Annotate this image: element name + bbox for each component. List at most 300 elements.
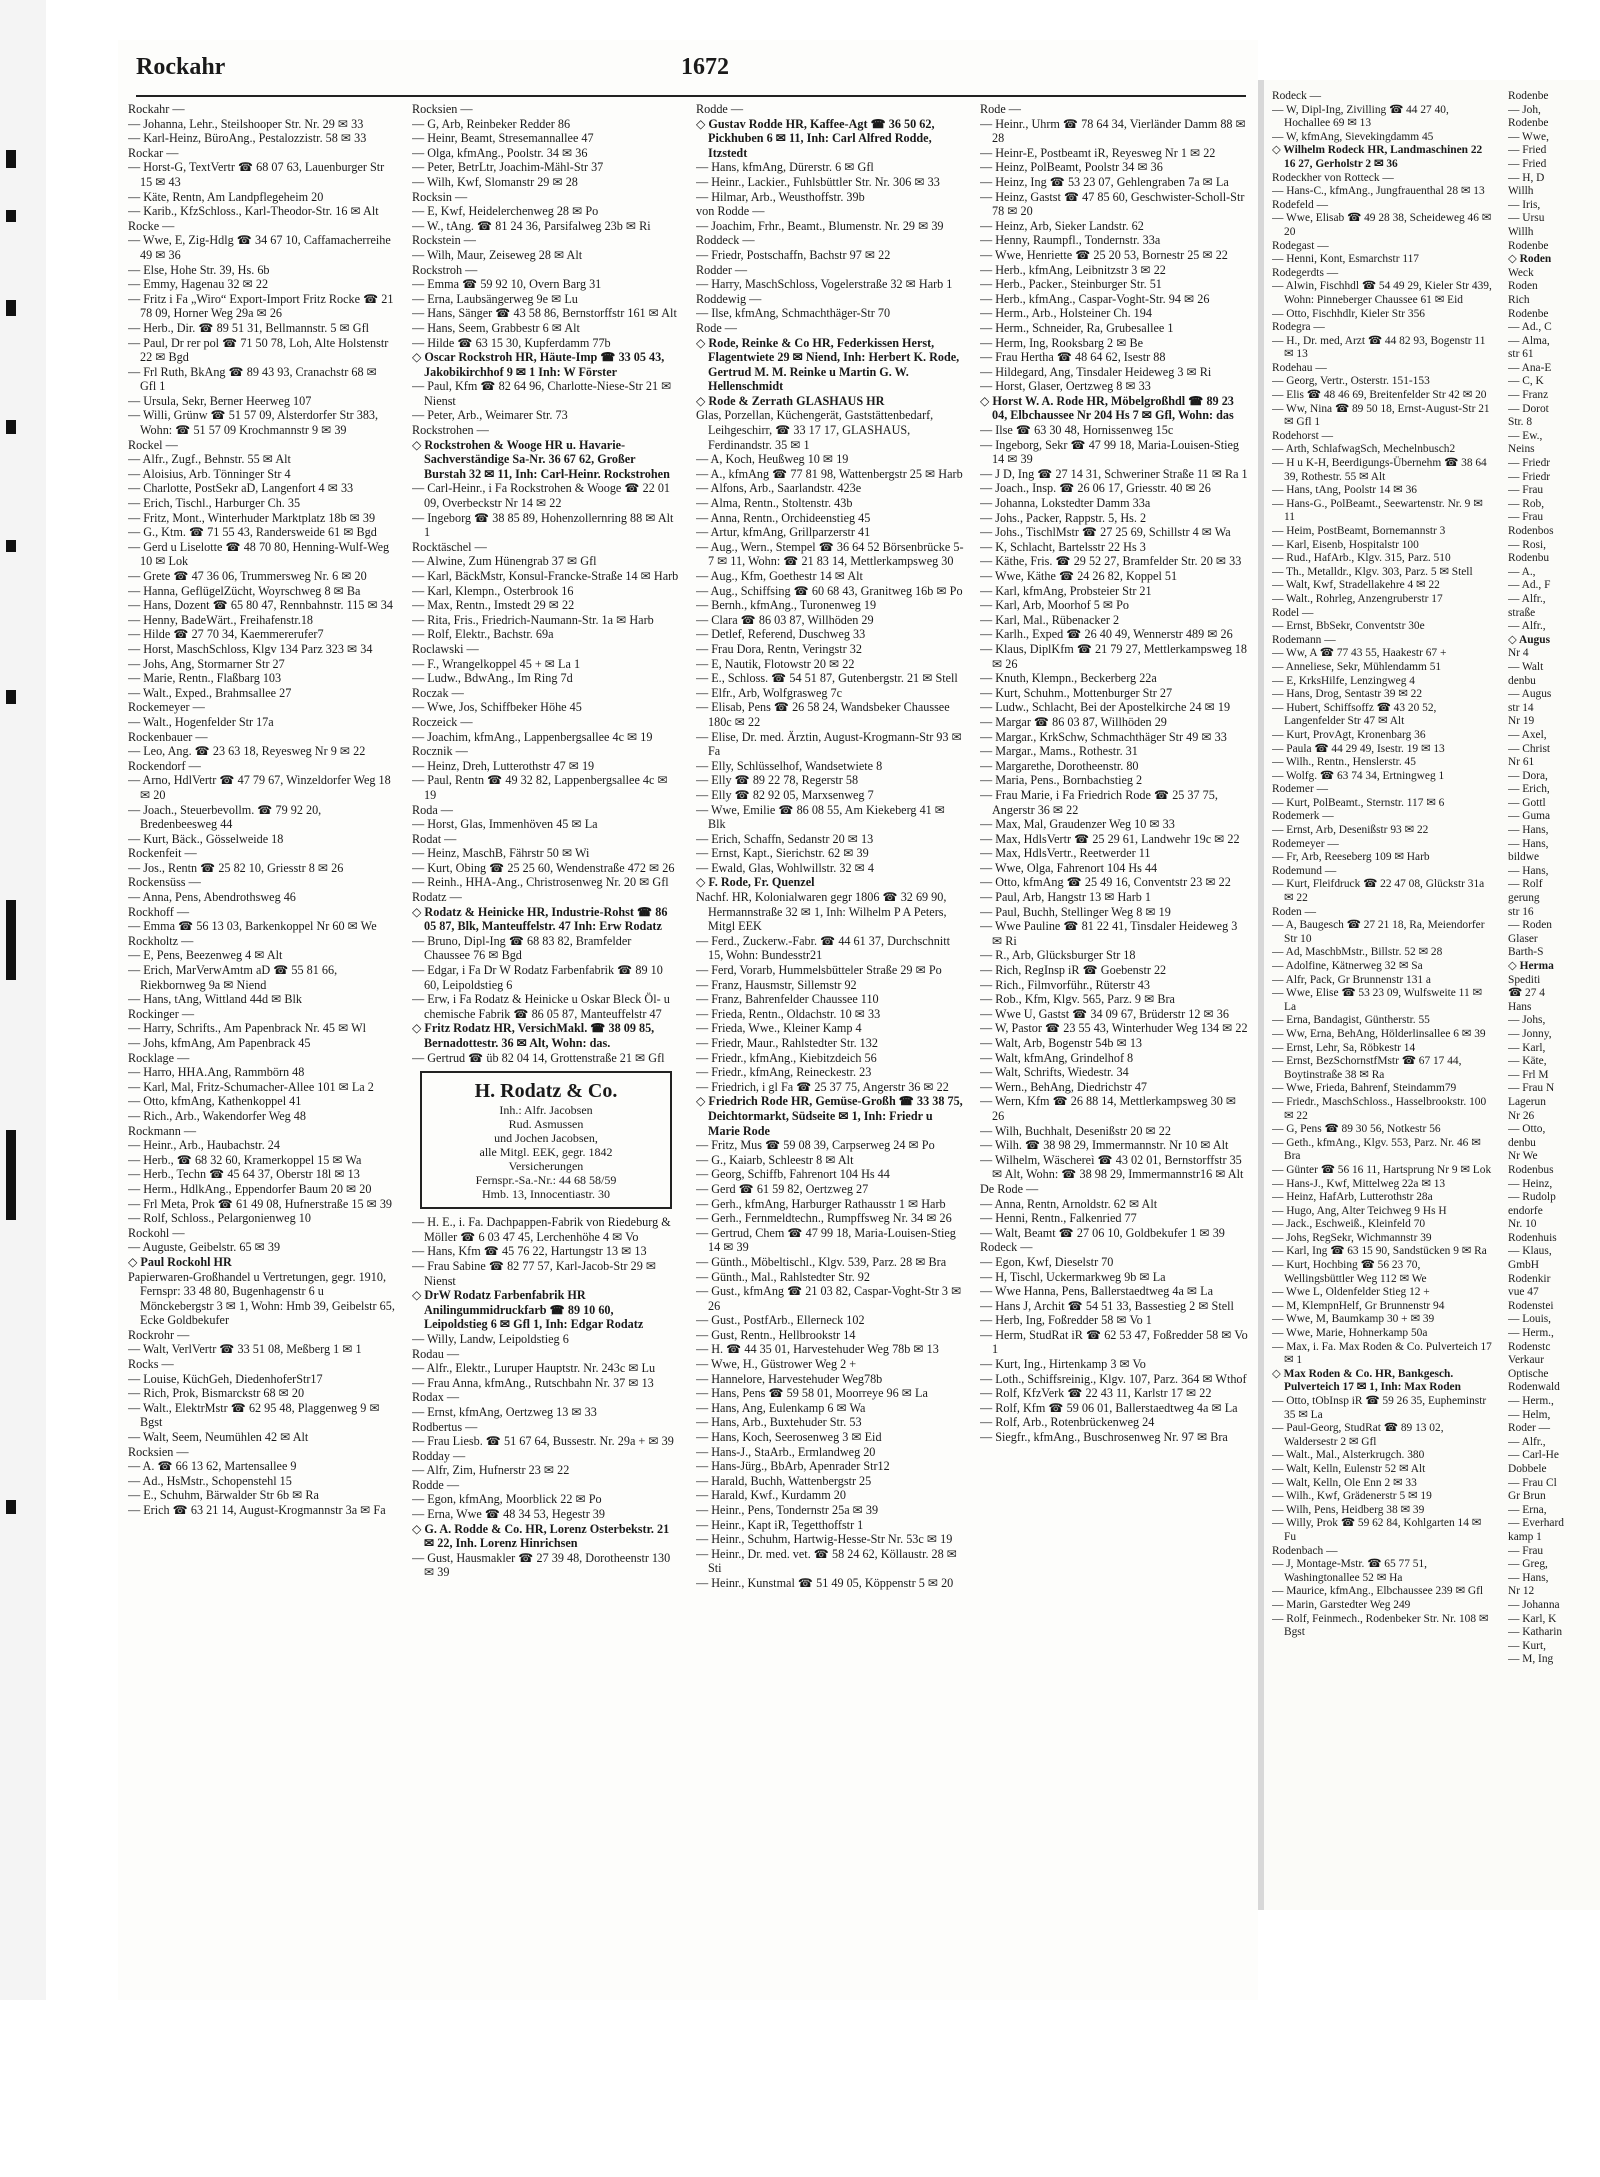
directory-entry: Rodday — (412, 1448, 466, 1463)
directory-entry: — Wilh, Kwf, Slomanstr 29 ✉ 28 (412, 174, 578, 189)
directory-entry: — Hans-G., PolBeamt., Seewartenstr. Nr. 9 ✉ 11 (1272, 497, 1483, 524)
directory-entry: — Ilse ☎ 63 30 48, Hornissenweg 15c (980, 423, 1174, 438)
directory-entry: — Adolfine, Kätnerweg 32 ✉ Sa (1272, 960, 1423, 972)
directory-entry: Roddeck — (696, 233, 755, 248)
directory-entry: — Hugo, Ang, Alter Teichweg 9 Hs H (1272, 1204, 1447, 1217)
directory-entry: ◇ Paul Rockohl HR (128, 1254, 232, 1269)
directory-entry: — Hans, (1508, 824, 1549, 837)
directory-entry: — E, Kwf, Heidelerchenweg 28 ✉ Po (412, 204, 599, 219)
directory-entry: — Frau Anna, kfmAng., Rutschbahn Nr. 37 ✉ 13 (412, 1375, 654, 1390)
directory-entry: — Rolf, Arb., Rotenbrückenweg 24 (980, 1415, 1155, 1430)
directory-entry: — Else, Hohe Str. 39, Hs. 6b (128, 262, 270, 277)
directory-entry: — Wern., BehAng, Diedrichstr 47 (980, 1079, 1148, 1094)
directory-entry: — Iris, (1508, 198, 1541, 211)
ad-line: Inh.: Alfr. Jacobsen (499, 1103, 593, 1118)
directory-entry: — Henni, Rentn., Falkenried 77 (980, 1211, 1137, 1226)
directory-entry: — Kurt, Obing ☎ 25 25 60, Wendenstraße 472 ✉ 26 (412, 860, 675, 875)
directory-entry: Rockstein — (412, 233, 476, 248)
directory-entry: — Wwe, E, Zig-Hdlg ☎ 34 67 10, Caffamacherreihe 49 ✉ 36 (128, 233, 391, 262)
directory-entry: str 61 (1508, 348, 1534, 361)
directory-entry: — A., kfmAng ☎ 77 81 98, Wattenbergstr 25 ✉ Harb (696, 466, 963, 481)
directory-entry: — Max, Mal, Graudenzer Weg 10 ✉ 33 (980, 817, 1175, 832)
directory-entry: Rodenbach — (1272, 1544, 1338, 1557)
directory-entry: Rocktäschel — (412, 539, 487, 554)
entry-columns (128, 102, 1258, 2002)
directory-entry: — Aug., Schiffsing ☎ 60 68 43, Granitweg 16b ✉ Po (696, 583, 963, 598)
directory-entry: Rodeck — (980, 1240, 1033, 1255)
directory-entry: — Herb., kfmAng, Leibnitzstr 3 ✉ 22 (980, 262, 1166, 277)
directory-entry: Rocksin — (412, 189, 468, 204)
directory-entry: — Herb., Techn ☎ 45 64 37, Oberstr 18l ✉ 13 (128, 1167, 360, 1182)
facing-column-2 (1508, 90, 1600, 1890)
directory-entry: — Paul, Rentn ☎ 49 32 82, Lappenbergsallee 4c ✉ 19 (412, 773, 668, 802)
directory-entry: Nr 26 (1508, 1109, 1535, 1122)
directory-entry: Rodemann — (1272, 633, 1336, 646)
directory-entry: — Horst, MaschSchloss, Klgv 134 Parz 323 ✉ 34 (128, 641, 373, 656)
directory-entry: — Franz, Bahrenfelder Chaussee 110 (696, 992, 879, 1007)
directory-entry: — Erich, Tischl., Harburger Ch. 35 (128, 496, 301, 511)
directory-entry: — Walt, Kwf, Stradellakehre 4 ✉ 22 (1272, 579, 1440, 592)
directory-entry: — Everhard (1508, 1517, 1564, 1530)
directory-entry: — Wwe, (1508, 130, 1549, 143)
scan-mark (6, 540, 16, 552)
directory-entry: Rockenfeit — (128, 846, 197, 861)
directory-entry: — Joachim, Frhr., Beamt., Blumenstr. Nr. 29 ✉ 39 (696, 218, 944, 233)
directory-entry: — Johs, kfmAng, Am Papenbrack 45 (128, 1036, 311, 1050)
directory-entry: — Ewald, Glas, Wohlwillstr. 32 ✉ 4 (696, 860, 874, 875)
directory-entry: — Hans, Arb., Buxtehuder Str. 53 (696, 1415, 862, 1430)
directory-entry: — Alfr., (1508, 592, 1546, 605)
directory-entry: — Ad, MaschbMstr., Billstr. 52 ✉ 28 (1272, 946, 1443, 959)
directory-entry: Rodegra — (1272, 321, 1325, 334)
directory-entry: — Karib., KfzSchloss., Karl-Theodor-Str. 16 ✉ Alt (128, 204, 379, 219)
directory-entry: — Erw, i Fa Rodatz & Heinicke u Oskar Bleck Öl- u chemische Fabrik ☎ 86 05 87, Manteuffelstr 47 (412, 992, 670, 1021)
directory-entry: — Ww, Nina ☎ 89 50 18, Ernst-August-Str 21 ✉ Gfl 1 (1272, 402, 1490, 429)
directory-entry: Rodenbe (1508, 90, 1549, 102)
ad-line: Hmb. 13, Innocentiastr. 30 (482, 1187, 610, 1202)
directory-entry: — H. E., i. Fa. Dachpappen-Fabrik von Riedeburg & Möller ☎ 6 03 47 45, Lerchenhöhe 4 ✉ Vo (412, 1215, 671, 1244)
directory-entry: Rodeck — (1272, 90, 1322, 102)
directory-entry: — Hans, Drog, Sentastr 39 ✉ 22 (1272, 688, 1423, 701)
directory-entry: — Paul, Arb, Hangstr 13 ✉ Harb 1 (980, 890, 1151, 905)
directory-entry: — Heinz, MaschB, Fährstr 50 ✉ Wi (412, 846, 590, 861)
scan-mark (6, 150, 16, 168)
directory-entry: Rocks — (128, 1357, 174, 1372)
directory-entry: Nr 12 (1508, 1585, 1535, 1598)
directory-entry: — Hans-Jürg., BbArb, Apenrader Str12 (696, 1459, 890, 1474)
directory-entry: — Artur, kfmAng, Grillparzerstr 41 (696, 525, 871, 540)
directory-entry: — Hans, tAng, Wittland 44d ✉ Blk (128, 992, 303, 1007)
directory-entry: — Friedr (1508, 457, 1551, 470)
directory-entry: denbu (1508, 674, 1536, 687)
directory-entry: Rodenbus (1508, 1163, 1554, 1176)
directory-entry: — Willy, Prok ☎ 59 62 84, Kohlgarten 14 ✉ Fu (1272, 1517, 1482, 1543)
directory-entry: — Klaus, (1508, 1245, 1552, 1258)
directory-entry: — Egon, kfmAng, Moorblick 22 ✉ Po (412, 1492, 602, 1507)
directory-entry: — Anna, Pens, Abendrothsweg 46 (128, 890, 296, 905)
directory-entry: — Ingeborg ☎ 38 85 89, Hohenzollernring 88 ✉ Alt 1 (412, 510, 674, 540)
directory-entry: — Joh, (1508, 103, 1541, 116)
directory-entry: — Hilde ☎ 63 15 30, Kupferdamm 77b (412, 335, 611, 350)
directory-entry: — Alfons, Arb., Saarlandstr. 423e (696, 481, 862, 496)
directory-entry: — Elisab, Pens ☎ 26 58 24, Wandsbeker Chaussee 180c ✉ 22 (696, 700, 950, 729)
directory-entry: Rodenkir (1508, 1272, 1551, 1285)
directory-entry: — Käte, Rentn, Am Landpflegeheim 20 (128, 189, 324, 204)
directory-entry: Roder — (1508, 1422, 1551, 1435)
directory-entry: ◇ Rockstrohen & Wooge HR u. Havarie-Sachverständige Sa-Nr. 36 67 62, Großer Burstah 32 ✉ 11, Inh: Carl-Heinr. Rockstrohen (412, 437, 670, 481)
directory-entry: — Käte, (1508, 1055, 1547, 1068)
directory-entry: — Heinz, PolBeamt, Poolstr 34 ✉ 36 (980, 160, 1163, 175)
directory-entry: — Kurt, Schuhm., Mottenburger Str 27 (980, 685, 1173, 700)
directory-entry: — Fried (1508, 157, 1547, 170)
directory-entry: — Ursula, Sekr, Berner Heerweg 107 (128, 393, 312, 408)
directory-entry: Rockstrohen — (412, 423, 489, 438)
directory-entry: Rodenhuis (1508, 1231, 1557, 1244)
directory-entry: — Rolf, Feinmech., Rodenbeker Str. Nr. 108 ✉ Bgst (1272, 1612, 1489, 1639)
directory-entry: — Erna, Bandagist, Güntherstr. 55 (1272, 1014, 1430, 1027)
directory-entry: — Hildegard, Ang, Tinsdaler Heideweg 3 ✉ Ri (980, 364, 1212, 379)
directory-entry: — Walt, Beamt ☎ 27 06 10, Goldbekufer 1 ✉ 39 (980, 1225, 1225, 1240)
scan-mark (6, 420, 16, 434)
directory-entry: — Erna, Laubsängerweg 9e ✉ Lu (412, 291, 578, 306)
directory-entry: — Rita, Fris., Friedrich-Naumann-Str. 1a ✉ Harb (412, 612, 654, 627)
directory-entry: — Otto, (1508, 1123, 1546, 1136)
running-head: Rockahr (136, 54, 226, 80)
directory-entry: — F., Wrangelkoppel 45 + ✉ La 1 (412, 656, 581, 671)
directory-entry: — Paul, Dr rer pol ☎ 71 50 78, Loh, Alte Holstenstr 22 ✉ Bgd (128, 335, 389, 365)
directory-entry: — Fritz, Mus ☎ 59 08 39, Carpserweg 24 ✉ Po (696, 1138, 935, 1153)
directory-entry: — Heinr, Beamt, Stresemannallee 47 (412, 131, 594, 146)
directory-entry: — Johs, RegSekr, Wichmannstr 39 (1272, 1231, 1432, 1244)
directory-entry: — Frieda, Wwe., Kleiner Kamp 4 (696, 1021, 862, 1036)
directory-entry: — Herb., Packer., Steinburger Str. 51 (980, 277, 1162, 292)
directory-entry: — Karl, Mal., Rübenacker 2 (980, 612, 1120, 627)
directory-entry: — Hans, (1508, 1571, 1549, 1584)
directory-entry: — Maurice, kfmAng., Elbchaussee 239 ✉ Gfl (1272, 1585, 1484, 1598)
directory-entry: — Franz (1508, 389, 1549, 402)
directory-entry: — Horst-G, TextVertr ☎ 68 07 63, Lauenburger Str 15 ✉ 43 (128, 160, 385, 189)
directory-entry: — Ferd., Zuckerw.-Fabr. ☎ 44 61 37, Durchschnitt 15, Wohn: Bundesstr21 (696, 933, 951, 963)
directory-entry: — Siegfr., kfmAng., Buschrosenweg Nr. 97 ✉ Bra (980, 1430, 1228, 1445)
directory-entry: Str. 8 (1508, 416, 1533, 429)
directory-entry: Roddewig — (696, 291, 762, 306)
directory-entry: — Friedr, Postschaffn, Bachstr 97 ✉ 22 (696, 247, 891, 262)
directory-entry: — Ew., (1508, 429, 1543, 442)
directory-entry: Nr 19 (1508, 715, 1535, 728)
directory-entry: — Karl, K (1508, 1612, 1557, 1625)
directory-entry: — Karlh., Exped ☎ 26 40 49, Wennerstr 489 ✉ 26 (980, 627, 1233, 642)
scan-mark (6, 210, 16, 222)
directory-entry: — Wwe, Frieda, Bahrenf, Steindamm79 (1272, 1082, 1457, 1095)
directory-entry: Rode — (980, 102, 1021, 116)
directory-entry: — Herm., (1508, 1395, 1554, 1407)
directory-entry: — Wilh, Pens, Heidberg 38 ✉ 39 (1272, 1503, 1425, 1516)
directory-entry: — Walt, Seem, Neumühlen 42 ✉ Alt (128, 1430, 309, 1445)
directory-entry: — Otto, Fischhdlr, Kieler Str 356 (1272, 307, 1425, 320)
directory-entry: Rodbertus — (412, 1419, 478, 1434)
directory-entry: — Günth., Möbeltischl., Klgv. 539, Parz. 28 ✉ Bra (696, 1254, 947, 1269)
directory-entry: — Walt., ElektrMstr ☎ 62 95 48, Plaggenweg 9 ✉ Bgst (128, 1400, 380, 1430)
directory-entry: — Herm., (1508, 1327, 1554, 1340)
directory-entry: — Hans-J., Kwf, Mittelweg 22a ✉ 13 (1272, 1177, 1446, 1190)
directory-entry: — Hans J, Archit ☎ 54 51 33, Bassestieg 2 ✉ Stell (980, 1298, 1234, 1313)
directory-entry: Gr Brun (1508, 1490, 1546, 1503)
directory-entry: — Alfr., Elektr., Luruper Hauptstr. Nr. 243c ✉ Lu (412, 1361, 656, 1376)
directory-entry: — Wwe, Olga, Fahrenort 104 Hs 44 (980, 860, 1158, 875)
directory-entry: Rodenwald (1508, 1381, 1560, 1394)
page-gutter (1258, 80, 1264, 1910)
directory-entry: Papierwaren-Großhandel u Vertretungen, gegr. 1910, Fernspr: 33 48 80, Bugenhagenstr 6 u Mönckebergstr 3 ✉ 1, Wohn: Hmb 39, Geibelstr 65, Ecke Goldbekufer (128, 1269, 395, 1328)
directory-entry: Rockendorf — (128, 758, 201, 773)
directory-entry: — Rich., Filmvorführ., Rüterstr 43 (980, 977, 1150, 992)
directory-entry: — E, Pens, Beezenweg 4 ✉ Alt (128, 948, 283, 963)
directory-entry: Rockohl — (128, 1225, 185, 1240)
directory-entry: Spediti (1508, 973, 1541, 986)
directory-entry: — Heinr., Kunstmal ☎ 51 49 05, Köppenstr 5 ✉ 20 (696, 1575, 954, 1590)
directory-entry: — Herb., kfmAng., Caspar-Voght-Str. 94 ✉ 26 (980, 291, 1210, 306)
directory-entry: — Frau Liesb. ☎ 51 67 64, Bussestr. Nr. 29a + ✉ 39 (412, 1434, 674, 1449)
directory-entry: Rodehau — (1272, 361, 1327, 374)
directory-entry: Rocklage — (128, 1050, 190, 1065)
directory-entry: — Alfr, Pack, Gr Brunnenstr 131 a (1272, 973, 1431, 986)
directory-entry: Rockenbauer — (128, 729, 208, 744)
directory-entry: Rodde — (696, 102, 744, 116)
directory-entry: — Kurt, ProvAgt, Kronenbarg 36 (1272, 728, 1426, 741)
directory-entry: — Ursu (1508, 212, 1545, 225)
column-4 (980, 102, 1248, 2002)
directory-entry: — Henni, Kont, Esmarchstr 117 (1272, 253, 1419, 266)
page-header (136, 48, 1236, 88)
directory-entry: — E., Schloss. ☎ 54 51 87, Gutenbergstr. 21 ✉ Stell (696, 671, 958, 686)
directory-entry: — Frl Ruth, BkAng ☎ 89 43 93, Cranachstr 68 ✉ Gfl 1 (128, 364, 377, 394)
directory-entry: Rode — (696, 320, 737, 335)
directory-entry: — Frl Meta, Prok ☎ 61 49 08, Hufnerstraße 15 ✉ 39 (128, 1196, 393, 1211)
directory-entry: — Frl M (1508, 1068, 1549, 1081)
directory-entry: — Fried (1508, 144, 1547, 157)
directory-entry: — Herm, StudRat iR ☎ 62 53 47, Foßredder 58 ✉ Vo 1 (980, 1327, 1248, 1357)
directory-entry: Rocksien — (128, 1444, 189, 1459)
directory-entry: — Gust, Hausmakler ☎ 27 39 48, Dorotheenstr 130 ✉ 39 (412, 1550, 671, 1580)
directory-entry: Rodeckher von Rotteck — (1272, 171, 1394, 184)
directory-entry: Nr. 10 (1508, 1218, 1537, 1231)
directory-entry: — Johs, Ang, Stormarner Str 27 (128, 656, 285, 671)
directory-entry: Rockel — (128, 437, 178, 452)
directory-entry: Rockar — (128, 145, 179, 160)
directory-entry: — H u K-H, Beerdigungs-Übernehm ☎ 38 64 39, Rothestr. 55 ✉ Alt (1272, 457, 1487, 483)
ad-company-name: H. Rodatz & Co. (474, 1080, 618, 1103)
directory-entry: — Maria, Pens., Bornbachstieg 2 (980, 773, 1143, 788)
directory-entry: — Ingeborg, Sekr ☎ 47 99 18, Maria-Louisen-Stieg 14 ✉ 39 (980, 437, 1240, 467)
directory-entry: — Wwe L, Oldenfelder Stieg 12 + (1272, 1286, 1430, 1299)
directory-entry: — Louise, KüchGeh, DiedenhoferStr17 (128, 1371, 323, 1386)
directory-entry: — Wwe Pauline ☎ 81 22 41, Tinsdaler Heideweg 3 ✉ Ri (980, 919, 1238, 948)
directory-entry: endorfe (1508, 1204, 1543, 1217)
directory-entry: — Karl, (1508, 1041, 1546, 1054)
directory-entry: — Olga, kfmAng., Poolstr. 34 ✉ 36 (412, 145, 588, 160)
directory-entry: — Emma ☎ 59 92 10, Overn Barg 31 (412, 277, 602, 292)
ad-line: Rud. Asmussen (508, 1117, 584, 1132)
directory-entry: — Karl, Klempn., Osterbrook 16 (412, 583, 574, 598)
directory-entry: — Peter, BetrLtr, Joachim-Mähl-Str 37 (412, 160, 604, 175)
directory-entry: Rockholtz — (128, 933, 194, 948)
directory-entry: Rodegerdts — (1272, 266, 1339, 279)
directory-entry: — Horst, Glas, Immenhöven 45 ✉ La (412, 817, 598, 832)
directory-entry: — E, KrksHilfe, Lenzingweg 4 (1272, 674, 1415, 687)
directory-entry: — Gertrud, Chem ☎ 47 99 18, Maria-Louisen-Stieg 14 ✉ 39 (696, 1225, 956, 1255)
directory-entry: — Ernst, Lehr, Sa, Röbkestr 14 (1272, 1041, 1416, 1054)
directory-entry: str 14 (1508, 701, 1534, 714)
directory-entry: — Hans, (1508, 864, 1549, 877)
directory-entry: — A, Baugesch ☎ 27 21 18, Ra, Meiendorfer Str 10 (1272, 919, 1485, 945)
directory-entry: — Gust., PostfArb., Ellerneck 102 (696, 1313, 865, 1328)
directory-entry: — Hans, (1508, 837, 1549, 850)
directory-entry: ◇ F. Rode, Fr. Quenzel (696, 875, 815, 890)
directory-entry: Barth-S (1508, 946, 1544, 959)
directory-entry: ◇ Horst W. A. Rode HR, Möbelgroßhdl ☎ 89 23 04, Elbchaussee Nr 204 Hs 7 ✉ Gfl, Wohn: das (980, 393, 1234, 423)
directory-entry: ◇ Rode, Reinke & Co HR, Federkissen Herst, Flagentwiete 29 ✉ Niend, Inh: Herbert K. Rode, Gertrud M. M. Reinke u Martin G. W. Hellenschmidt (696, 335, 960, 394)
directory-entry: Rodemer — (1272, 783, 1328, 796)
directory-entry: — Heinr., Kapt iR, Tegetthoffstr 1 (696, 1517, 864, 1532)
directory-entry: — Alfr., Zugf., Behnstr. 55 ✉ Alt (128, 452, 291, 467)
directory-entry: — Wolfg. ☎ 63 74 34, Ertningweg 1 (1272, 769, 1445, 782)
directory-entry: — Karl-Heinz, BüroAng., Pestalozzistr. 58 ✉ 33 (128, 131, 367, 146)
directory-entry: — Herm., HdlkAng., Eppendorfer Baum 20 ✉ 20 (128, 1181, 372, 1196)
directory-entry: — Erich, (1508, 783, 1550, 796)
directory-entry: — Frau (1508, 511, 1544, 524)
directory-entry: — Elise, Dr. med. Ärztin, August-Krogmann-Str 93 ✉ Fa (696, 729, 962, 759)
directory-entry: — Friedr., kfmAng, Reineckestr. 23 (696, 1065, 872, 1080)
directory-page (118, 40, 1258, 2000)
directory-entry: — Ludw., Schlacht, Bei der Apostelkirche 24 ✉ 19 (980, 700, 1231, 715)
directory-entry: — Jos., Rentn ☎ 25 82 10, Griesstr 8 ✉ 26 (128, 860, 344, 875)
directory-entry: Hans (1508, 1000, 1532, 1013)
directory-entry: — Wilhelm, Wäschereì ☎ 43 02 01, Bernstorffstr 35 ✉ Alt, Wohn: ☎ 38 98 29, Immermannstr16 ✉ Alt (980, 1152, 1244, 1182)
directory-entry: — Erna, (1508, 1503, 1547, 1516)
directory-entry: — Emmy, Hagenau 32 ✉ 22 (128, 277, 269, 292)
scan-mark (6, 1130, 16, 1220)
directory-entry: ◇ Rode & Zerrath GLASHAUS HR (696, 393, 885, 408)
directory-entry: — A., (1508, 565, 1536, 578)
directory-entry: Roczak — (412, 685, 464, 700)
directory-entry: — Wwe, M, Baumkamp 30 + ✉ 39 (1272, 1313, 1435, 1326)
directory-entry: — Franz, Hausmstr, Sillemstr 92 (696, 977, 857, 992)
column-2-entries (412, 102, 680, 1065)
directory-entry: — Walt, Arb, Bogenstr 54b ✉ 13 (980, 1036, 1143, 1050)
directory-entry: — Rob, (1508, 497, 1545, 510)
directory-entry: — Joach., Steuerbevollm. ☎ 79 92 20, Bredenbeesweg 44 (128, 802, 322, 832)
directory-entry: Rodenstei (1508, 1299, 1554, 1312)
directory-entry: — Paul, Buchh, Stellinger Weg 8 ✉ 19 (980, 904, 1171, 919)
directory-entry: — Günth., Mal., Rahlstedter Str. 92 (696, 1269, 870, 1284)
directory-entry: — Wwe, Emilie ☎ 86 08 55, Am Kiekeberg 41 ✉ Blk (696, 802, 946, 832)
directory-entry: — Heinz, HafArb, Lutterothstr 28a (1272, 1191, 1433, 1204)
directory-entry: — Heinr., Arb., Haubachstr. 24 (128, 1138, 280, 1153)
directory-entry: — Frieda, Rentn., Oldachstr. 10 ✉ 33 (696, 1006, 881, 1021)
directory-entry: — Aloisius, Arb. Tönninger Str 4 (128, 466, 291, 481)
directory-entry: — Friedr, Maur., Rahlstedter Str. 132 (696, 1036, 878, 1050)
directory-entry: Rocksien — (412, 102, 473, 116)
directory-entry: vue 47 (1508, 1286, 1539, 1299)
directory-entry: — E, Nautik, Flotowstr 20 ✉ 22 (696, 656, 855, 671)
directory-entry: — Heinz, Dreh, Lutterothstr 47 ✉ 19 (412, 758, 595, 773)
directory-entry: — Rich, RegInsp iR ☎ Goebenstr 22 (980, 963, 1167, 978)
directory-entry: — E., Schuhm, Bärwalder Str 6b ✉ Ra (128, 1488, 319, 1503)
ad-line: alle Mitgl. EEK, gegr. 1842 (479, 1145, 613, 1160)
directory-entry: — Paul, Kfm ☎ 82 64 96, Charlotte-Niese-Str 21 ✉ Nienst (412, 379, 672, 408)
directory-entry: — Dora, (1508, 769, 1548, 782)
directory-entry: — Wilh, Maur, Zeiseweg 28 ✉ Alt (412, 247, 583, 262)
directory-entry: — Geth., kfmAng., Klgv. 553, Parz. Nr. 46 ✉ Bra (1272, 1136, 1481, 1163)
directory-entry: Roclawski — (412, 641, 479, 656)
directory-entry: Rodehorst — (1272, 429, 1334, 442)
directory-entry: — Bruno, Dipl-Ing ☎ 68 83 82, Bramfelder Chaussee 76 ✉ Bgd (412, 933, 632, 963)
directory-entry: — Hans, Koch, Seerosenweg 3 ✉ Eid (696, 1430, 882, 1445)
directory-entry: — Frau N (1508, 1082, 1555, 1095)
directory-entry: — Gertrud ☎ üb 82 04 14, Grottenstraße 21 ✉ Gfl (412, 1050, 665, 1065)
directory-entry: — J, Montage-Mstr. ☎ 65 77 51, Washingtonallee 52 ✉ Ha (1272, 1558, 1427, 1584)
directory-entry: — Hubert, Schiffsoffz ☎ 43 20 52, Langenfelder Str 47 ✉ Alt (1272, 701, 1437, 728)
directory-entry: — Hans, Dozent ☎ 65 80 47, Rennbahnstr. 115 ✉ 34 (128, 598, 393, 613)
directory-entry: — Heinr., Schuhm, Hartwig-Hesse-Str Nr. 53c ✉ 19 (696, 1532, 953, 1547)
directory-entry: — Rob., Kfm, Klgv. 565, Parz. 9 ✉ Bra (980, 992, 1175, 1007)
directory-entry: — Johanna (1508, 1598, 1560, 1611)
directory-entry: Rodau — (412, 1346, 460, 1361)
directory-entry: — Elly ☎ 89 22 78, Regerstr 58 (696, 773, 859, 788)
directory-entry: — Auguste, Geibelstr. 65 ✉ 39 (128, 1240, 281, 1255)
directory-entry: — Alfr., (1508, 620, 1546, 633)
directory-entry: — Hans, Pens ☎ 59 58 01, Moorreye 96 ✉ La (696, 1386, 928, 1401)
directory-entry: — Heinr., Lackier., Fuhlsbüttler Str. Nr. 306 ✉ 33 (696, 174, 940, 189)
directory-entry: — Karl, Mal, Fritz-Schumacher-Allee 101 ✉ La 2 (128, 1079, 374, 1094)
directory-entry: — Herb., ☎ 68 32 60, Kramerkoppel 15 ✉ Wa (128, 1152, 362, 1167)
column-2 (412, 102, 680, 2002)
directory-entry: De Rode — (980, 1181, 1039, 1196)
directory-entry: — C, K (1508, 375, 1544, 388)
directory-entry: — Roden (1508, 919, 1552, 932)
directory-entry: — Karl, Arb, Moorhof 5 ✉ Po (980, 598, 1130, 613)
directory-entry: — Georg, Schiffb, Fahrenort 104 Hs 44 (696, 1167, 890, 1182)
directory-entry: Rodatz — (412, 890, 462, 905)
directory-entry: — Alfr., (1508, 1435, 1546, 1448)
directory-entry: — Heinz, (1508, 1177, 1553, 1190)
directory-entry: — Edgar, i Fa Dr W Rodatz Farbenfabrik ☎ 89 10 60, Leipoldstieg 6 (412, 963, 663, 992)
directory-entry: — Ernst, Arb, Desenißstr 93 ✉ 22 (1272, 824, 1429, 837)
directory-entry: ◇ Wilhelm Rodeck HR, Landmaschinen 22 16 27, Gerholstr 2 ✉ 36 (1272, 144, 1483, 170)
directory-entry: — Friedr., kfmAng., Kiebitzdeich 56 (696, 1050, 877, 1065)
directory-entry: — Emma ☎ 56 13 03, Barkenkoppel Nr 60 ✉ We (128, 919, 377, 934)
directory-entry: — Horst, Glaser, Oertzweg 8 ✉ 33 (980, 379, 1151, 394)
directory-entry: — W., tAng. ☎ 81 24 36, Parsifalweg 23b ✉ Ri (412, 218, 651, 233)
directory-entry: — Frau Dora, Rentn, Veringstr 32 (696, 641, 862, 656)
directory-entry: — Christ (1508, 742, 1551, 755)
directory-entry: — Katharin (1508, 1626, 1563, 1639)
directory-entry: gerung (1508, 892, 1540, 905)
directory-entry: — Klaus, DiplKfm ☎ 21 79 27, Mettlerkampsweg 18 ✉ 26 (980, 641, 1248, 671)
directory-entry: Weck (1508, 266, 1534, 279)
directory-entry: — Wwe, Käthe ☎ 24 26 82, Koppel 51 (980, 569, 1178, 583)
directory-entry: — Otto, kfmAng ☎ 25 49 16, Conventstr 23 ✉ 22 (980, 875, 1231, 890)
directory-entry: — Margar ☎ 86 03 87, Willhöden 29 (980, 714, 1167, 729)
directory-entry: — G, Arb, Reinbeker Redder 86 (412, 116, 571, 131)
directory-entry: — Karl, Ing ☎ 63 15 90, Sandstücken 9 ✉ Ra (1272, 1245, 1487, 1258)
directory-entry: — Elly ☎ 82 92 05, Marxsenweg 7 (696, 787, 874, 802)
directory-entry: — H, D (1508, 171, 1545, 184)
directory-entry: — Wilh, Buchhalt, Desenißstr 20 ✉ 22 (980, 1123, 1171, 1138)
directory-entry: Rockemeyer — (128, 700, 205, 715)
directory-entry: — Reinh., HHA-Ang., Christrosenweg Nr. 20 ✉ Gfl (412, 875, 669, 890)
directory-entry: — Augus (1508, 688, 1552, 701)
directory-entry: ◇ Rodatz & Heinicke HR, Industrie-Rohst ☎ 86 05 87, Blk, Manteuffelstr. 47 Inh: Erw Rodatz (412, 904, 668, 934)
